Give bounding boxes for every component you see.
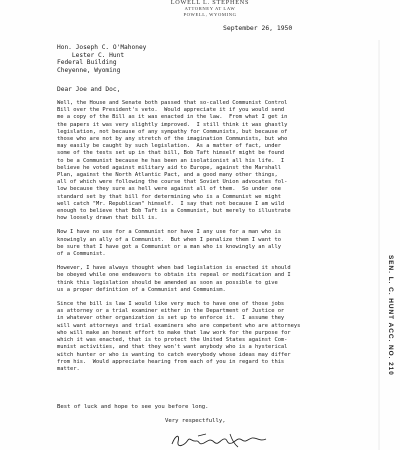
body-line: Plan, against the North Atlantic Pact, and a good many other things,: [57, 172, 278, 179]
letterhead-city: POWELL, WYOMING: [183, 12, 237, 17]
body-line: However, I have always thought when bad legislation is enacted it should: [57, 265, 291, 272]
body-line: believe he voted against military aid to Europe, against the Marshall: [57, 164, 281, 171]
body-line: Well, the House and Senate both passed that so-called Communist Control: [57, 100, 288, 106]
body-line: low because they sure as hell were against all of them. So under one: [57, 186, 281, 193]
body-line: standard set by that bill for determining who is a Communist we might: [57, 193, 281, 200]
body-line: Since the bill is law I would like very much to have one of those jobs: [57, 301, 285, 308]
body-line: witch hunter or who is wanting to catch everybody whose ideas may differ: [57, 351, 291, 358]
body-line: who will make an honest effort to make that law work for the purpose for: [57, 329, 291, 336]
body-line: some of the tests set up in that bill, Bob Taft himself might be found: [57, 150, 285, 157]
salutation: Dear Joe and Doc,: [57, 86, 121, 93]
body-line: the papers it was very slightly improved. I still think it was ghastly: [57, 121, 288, 128]
letterhead-name: LOWELL L. STEPHENS: [170, 0, 250, 6]
body-line: Now I have no use for a Communist nor have I any use for a man who is: [57, 229, 281, 236]
body-line: be obeyed while one endeavors to obtain its repeal or modification and I: [57, 272, 291, 279]
body-line: knowingly an ally of a Communist. But when I penalize them I want to: [57, 236, 281, 243]
stamp-text: SEN. L. C. HUNT ACC. NO. 210: [387, 255, 394, 376]
body-line: munist activities, and that they won't want anybody who is a hysterical: [57, 344, 288, 351]
body-line: those who are not by any stretch of the imagination Communists, but who: [57, 136, 288, 143]
body-line: all of which were following the course that Soviet Union advocates fol-: [57, 179, 288, 186]
body-line: well catch "Mr. Republican" himself. I say that not because I am wild: [57, 200, 285, 207]
body-line: be sure that I have got a Communist or a man who is knowingly an ally: [57, 243, 281, 250]
address-line: Lester C. Hunt: [57, 51, 125, 59]
body-line: us a proper definition of a Communist and Communism.: [57, 286, 226, 293]
body-line: Bill over the President's veto. Would appreciate it if you would send: [57, 107, 285, 114]
body-line: may easily be caught by such legislation. As a matter of fact, under: [57, 143, 281, 150]
closing-line: Best of luck and hope to see you before long.: [57, 404, 209, 410]
body-line: will want attorneys and trial examiners who are competent who are attorneys: [57, 322, 301, 329]
letterhead-role: ATTORNEY AT LAW: [184, 6, 236, 11]
body-line: matter.: [57, 365, 80, 372]
address-line: Hon. Joseph C. O'Mahoney: [57, 44, 147, 51]
body-line: legislation, not because of any sympathy for Communists, but because of: [57, 128, 288, 135]
body-line: enough to believe that Bob Taft is a Communist, but merely to illustrate: [57, 208, 291, 215]
body-line: in whatever other organization is set up to enforce it. I assume they: [57, 315, 285, 322]
body-line: me a copy of the Bill as it was enacted in the law. From what I get in: [57, 114, 288, 121]
body-line: think this legislation should be amended as soon as possible to give: [57, 279, 278, 286]
body-line: which it was enacted, that is to protect the United States against Com-: [57, 337, 288, 344]
body-line: to be a Communist because he has been an isolationist all his life. I: [57, 157, 285, 164]
body-line: as attorney or a trial examiner either in the Department of Justice or: [57, 308, 285, 315]
address-line: Federal Building: [57, 59, 117, 67]
address-line: Cheyenne, Wyoming: [57, 66, 121, 74]
letter-date: September 26, 1950: [223, 24, 293, 32]
sign-off: Very respectfully,: [165, 418, 226, 424]
body-line: of a Communist.: [57, 251, 106, 258]
body-line: from his. Would appreciate hearing from each of you in regard to this: [57, 358, 285, 365]
body-line: how loosely drawn that bill is.: [57, 215, 158, 222]
